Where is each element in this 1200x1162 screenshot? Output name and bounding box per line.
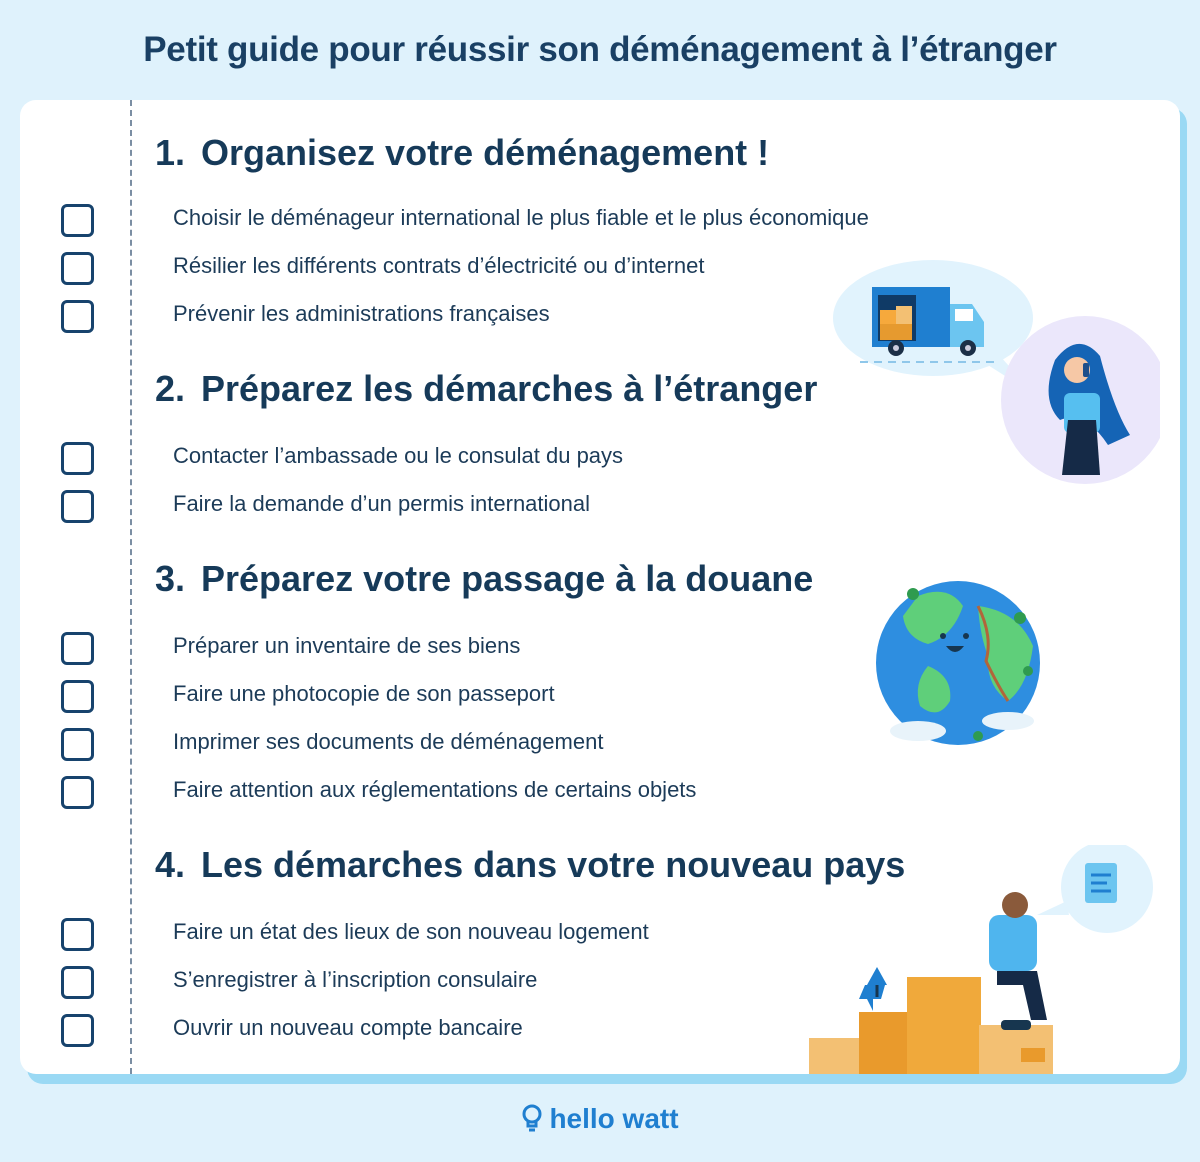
moving-truck-illustration [830, 260, 1160, 490]
checklist-item: Résilier les différents contrats d’électricité ou d’internet [173, 253, 705, 278]
checkbox[interactable] [61, 490, 94, 523]
checkbox[interactable] [61, 966, 94, 999]
checklist-item: Ouvrir un nouveau compte bancaire [173, 1015, 523, 1040]
checklist-item: Préparer un inventaire de ses biens [173, 633, 521, 658]
section-title-2 [155, 368, 817, 410]
checkbox[interactable] [61, 728, 94, 761]
globe-illustration [858, 566, 1058, 756]
checklist-item: Imprimer ses documents de déménagement [173, 729, 604, 754]
checkbox[interactable] [61, 442, 94, 475]
page-title: Petit guide pour réussir son déménagement à l’étranger [143, 30, 1057, 69]
section-title-text: Préparez les démarches à l’étranger [201, 368, 818, 409]
checkbox[interactable] [61, 204, 94, 237]
section-title-text: Préparez votre passage à la douane [201, 558, 814, 599]
section-title-1 [155, 132, 769, 174]
brand-name: hello watt [549, 1103, 679, 1134]
checkbox[interactable] [61, 300, 94, 333]
lightbulb-icon [521, 1104, 543, 1132]
checklist-item: Choisir le déménageur international le plus fiable et le plus économique [173, 205, 869, 230]
checkbox[interactable] [61, 776, 94, 809]
checkbox[interactable] [61, 1014, 94, 1047]
checkbox[interactable] [61, 918, 94, 951]
dashed-divider [130, 100, 132, 1074]
checklist-item: S’enregistrer à l’inscription consulaire [173, 967, 538, 992]
checklist-item: Contacter l’ambassade ou le consulat du pays [173, 443, 624, 468]
checklist-item: Prévenir les administrations françaises [173, 301, 550, 326]
checklist-item: Faire une photocopie de son passeport [173, 681, 555, 706]
section-number: 2. [155, 368, 186, 409]
section-title-text: Organisez votre déménagement ! [201, 132, 770, 173]
checkbox[interactable] [61, 680, 94, 713]
boxes-man-illustration [785, 845, 1165, 1074]
section-title-3 [155, 558, 813, 600]
checklist-item: Faire attention aux réglementations de certains objets [173, 777, 697, 802]
section-number: 3. [155, 558, 186, 599]
section-number: 4. [155, 844, 186, 885]
section-title-text: Les démarches dans votre nouveau pays [201, 844, 906, 885]
brand-logo[interactable] [0, 1103, 1200, 1135]
checkbox[interactable] [61, 632, 94, 665]
section-number: 1. [155, 132, 186, 173]
checkbox[interactable] [61, 252, 94, 285]
checklist-item: Faire un état des lieux de son nouveau logement [173, 919, 649, 944]
checklist-item: Faire la demande d’un permis international [173, 491, 591, 516]
checklist-card [20, 100, 1180, 1074]
